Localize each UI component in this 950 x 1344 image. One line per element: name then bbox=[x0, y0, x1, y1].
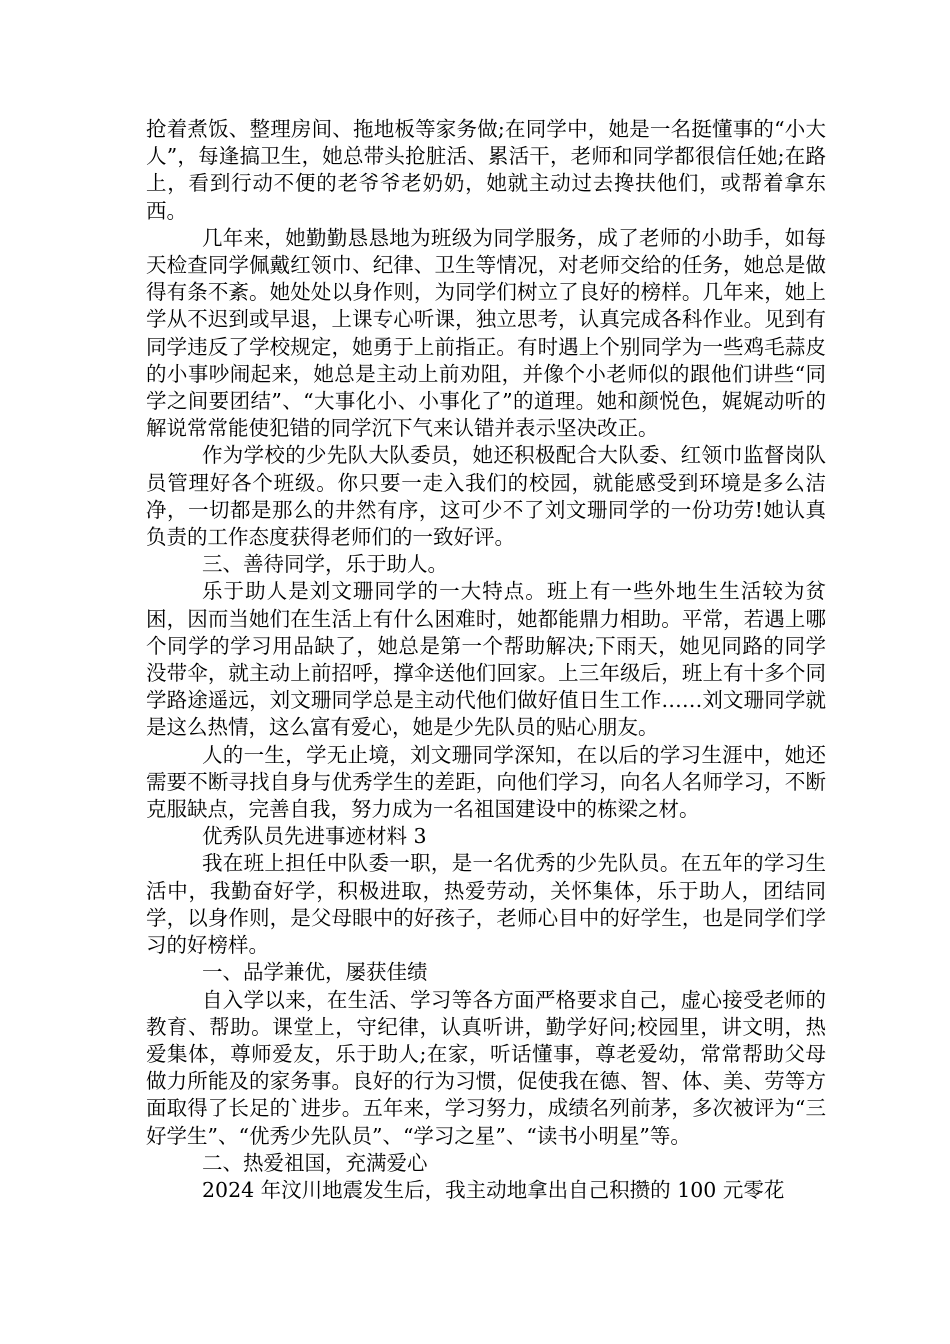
paragraph-8: 我在班上担任中队委一职，是一名优秀的少先队员。在五年的学习生活中，我勤奋好学，积极进取，热爱劳动，关怀集体，乐于助人，团结同学，以身作则，是父母眼中的好孩子，老师心目中的好学生，也是同学们学习的好榜样。 bbox=[146, 851, 826, 958]
paragraph-10: 自入学以来，在生活、学习等各方面严格要求自己，虚心接受老师的教育、帮助。课堂上，守纪律，认真听讲，勤学好问;校园里，讲文明，热爱集体，尊师爱友，乐于助人;在家，听话懂事，尊老爱幼，常常帮助父母做力所能及的家务事。良好的行为习惯，促使我在德、智、体、美、劳等方面取得了长足的`进步。五年来，学习努力，成绩名列前茅，多次被评为“三好学生”、“优秀少先队员”、“学习之星”、“读书小明星”等。 bbox=[146, 987, 826, 1148]
section-heading-3: 三、善待同学，乐于助人。 bbox=[202, 552, 448, 577]
document-body bbox=[146, 116, 826, 1204]
paragraph-3: 作为学校的少先队大队委员，她还积极配合大队委、红领巾监督岗队员管理好各个班级。你只要一走入我们的校园，就能感受到环境是多么洁净，一切都是那么的井然有序，这可少不了刘文珊同学的一份功劳!她认真负责的工作态度获得老师们的一致好评。 bbox=[146, 443, 826, 550]
section-heading-2: 二、热爱祖国，充满爱心 bbox=[202, 1150, 428, 1175]
section-heading-1: 一、品学兼优，屡获佳绩 bbox=[202, 960, 428, 985]
paragraph-1: 抢着煮饭、整理房间、拖地板等家务做;在同学中，她是一名挺懂事的“小大人”，每逢搞卫生，她总带头抢脏活、累活干，老师和同学都很信任她;在路上，看到行动不便的老爷爷老奶奶，她就主动过去搀扶他们，或帮着拿东西。 bbox=[146, 117, 826, 223]
paragraph-5: 乐于助人是刘文珊同学的一大特点。班上有一些外地生生活较为贫困，因而当她们在生活上有什么困难时，她都能鼎力相助。平常，若遇上哪个同学的学习用品缺了，她总是第一个帮助解决;下雨天，她见同路的同学没带伞，就主动上前招呼，撑伞送他们回家。上三年级后，班上有十多个同学路途遥远，刘文珊同学总是主动代他们做好值日生工作……刘文珊同学就是这么热情，这么富有爱心，她是少先队员的贴心朋友。 bbox=[146, 579, 826, 740]
paragraph-12: 2024 年汶川地震发生后，我主动地拿出自己积攒的 100 元零花 bbox=[202, 1177, 785, 1202]
paragraph-6: 人的一生，学无止境，刘文珊同学深知，在以后的学习生涯中，她还需要不断寻找自身与优秀学生的差距，向他们学习，向名人名师学习，不断克服缺点，完善自我，努力成为一名祖国建设中的栋梁之材。 bbox=[146, 742, 826, 822]
document-section-title: 优秀队员先进事迹材料 3 bbox=[202, 824, 427, 849]
paragraph-2: 几年来，她勤勤恳恳地为班级为同学服务，成了老师的小助手，如每天检查同学佩戴红领巾、纪律、卫生等情况，对老师交给的任务，她总是做得有条不紊。她处处以身作则，为同学们树立了良好的榜样。几年来，她上学从不迟到或早退，上课专心听课，独立思考，认真完成各科作业。见到有同学违反了学校规定，她勇于上前指正。有时遇上个别同学为一些鸡毛蒜皮的小事吵闹起来，她总是主动上前劝阻，并像个小老师似的跟他们讲些“同学之间要团结”、“大事化小、小事化了”的道理。她和颜悦色，娓娓动听的解说常常能使犯错的同学沉下气来认错并表示坚决改正。 bbox=[146, 225, 826, 441]
